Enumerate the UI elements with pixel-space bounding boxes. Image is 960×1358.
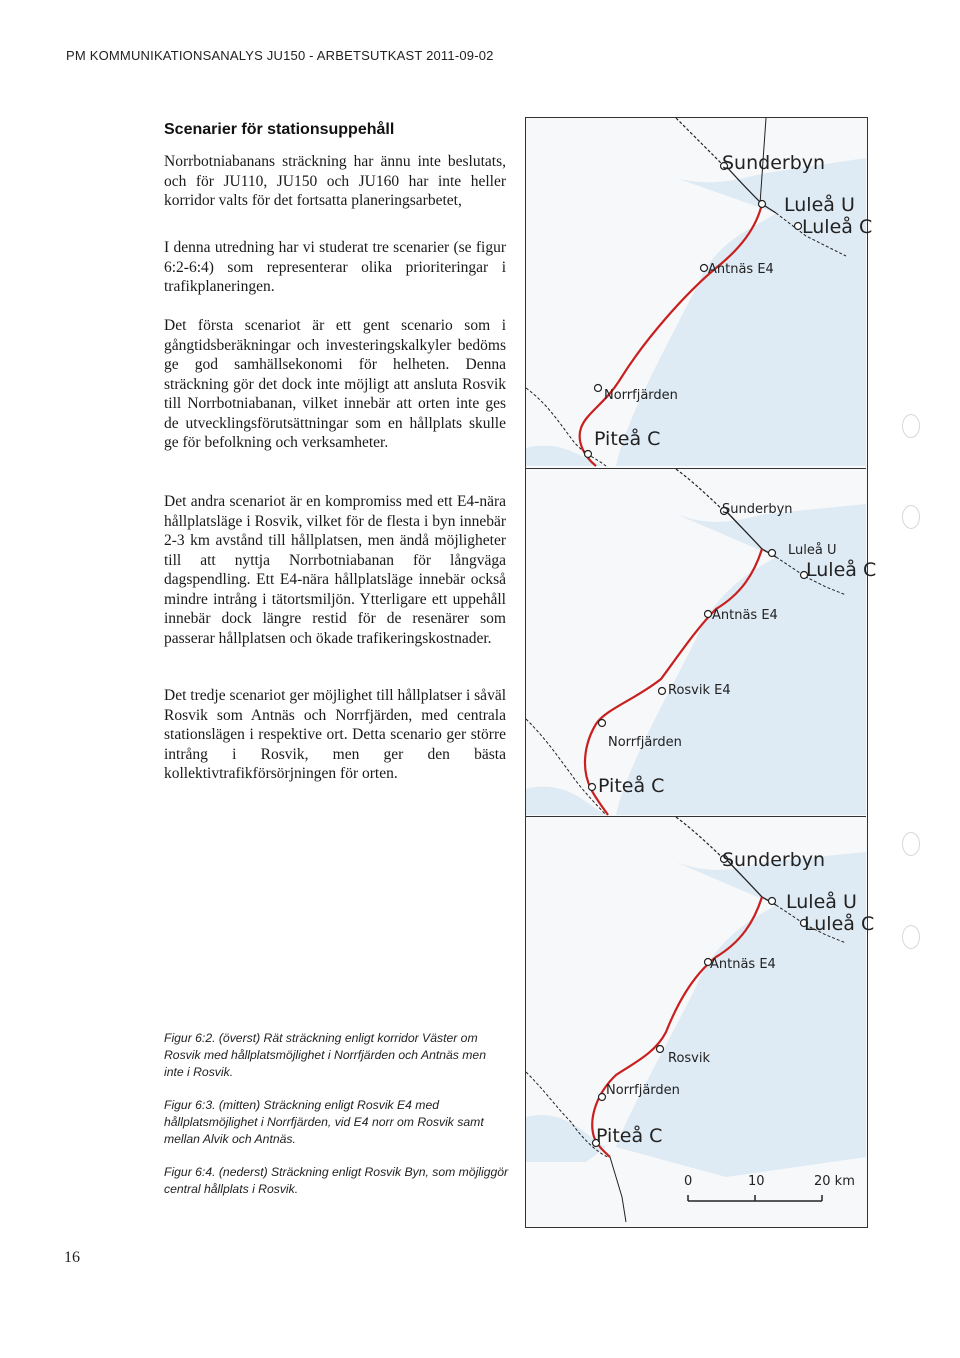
label-lulea-c: Luleå C [806,559,877,581]
route-maps-figure [525,117,877,1228]
paragraph-intro: Norrbotniabanans sträckning har ännu inte beslutats, och för JU110, JU150 och JU160 har inte heller korridor valts för det fortsatta planeringsarbetet, [164,153,506,209]
caption-figure-6-2: Figur 6:2. (överst) Rät sträckning enligt korridor Väster om Rosvik med hållplatsmöjlighet i Norrfjärden och Antnäs men inte i Rosvik. [164,1031,486,1079]
caption-figure-6-4: Figur 6:4. (nederst) Sträckning enligt Rosvik Byn, som möjliggör central hållplats i Rosvik. [164,1165,509,1196]
label-lulea-u: Luleå U [786,891,857,913]
label-lulea-c: Luleå C [802,216,873,238]
punch-hole-mark [902,832,920,856]
label-norrfjarden: Norrfjärden [608,735,682,750]
label-antnas-e4: Antnäs E4 [708,262,774,277]
scale-label-10: 10 [748,1174,765,1189]
label-sunderbyn: Sunderbyn [722,502,793,517]
punch-hole-mark [902,414,920,438]
label-rosvik-e4: Rosvik E4 [668,683,731,698]
section-title: Scenarier för stationsuppehåll [164,121,395,138]
label-lulea-u: Luleå U [784,194,855,216]
paragraph-scenario-2: Det andra scenariot är en kompromiss med ett E4-nära hållplatsläge i Rosvik, vilket för de flesta i byn innebär 2-3 km avstånd till hållplatsen, men ändå möjligheter till att nyttja Norrbotniabanan för långväga dagspendling. Ett E4-nära hållplatsläge innebär också mindre intrång i tätortsmiljön. Ytterligare ett uppehåll innebär dock längre restid för de resenärer som passerar hållplatsen och ökade trafikeringskostnader. [164,493,506,647]
label-sunderbyn: Sunderbyn [722,849,826,871]
map-panel-2-graphic [526,469,866,815]
label-sunderbyn: Sunderbyn [722,152,826,174]
label-rosvik: Rosvik [668,1051,711,1066]
label-pitea-c: Piteå C [596,1125,663,1147]
paragraph-scenario-1: Det första scenariot är ett gent scenario som i gångtidsberäkningar och investeringskalkyler bedöms ge god samhällsekonomi för helheten. Denna sträckning gör det dock inte möjligt att ansluta Rosvik till Norrbotniabanan, vilket innebär att orten inte ges de utvecklingsförutsättningar som en hållplats skulle ge för befolkning och verksamheter. [164,317,506,451]
caption-figure-6-3: Figur 6:3. (mitten) Sträckning enligt Rosvik E4 med hållplatsmöjlighet i Norrfjärden, vid E4 norr om Rosvik samt mellan Alvik och Antnäs. [164,1098,484,1146]
label-pitea-c: Piteå C [598,775,665,797]
label-norrfjarden: Norrfjärden [604,388,678,403]
label-pitea-c: Piteå C [594,428,661,450]
punch-hole-mark [902,925,920,949]
map-panel-figure-6-4 [526,816,875,1227]
page-number: 16 [64,1249,80,1266]
label-antnas-e4: Antnäs E4 [710,957,776,972]
punch-hole-mark [902,505,920,529]
scale-label-20km: 20 km [814,1174,855,1189]
label-antnas-e4: Antnäs E4 [712,608,778,623]
paragraph-scenario-3: Det tredje scenariot ger möjlighet till hållplatser i såväl Rosvik som Antnäs och Norrfjärden, med centrala stationslägen i respektive ort. Detta scenario ger större intrång i Rosvik, men ger den bästa kollektivtrafikförsörjningen för orten. [164,687,506,782]
figure-captions [164,1030,509,1214]
map-panel-figure-6-2 [526,118,873,466]
map-panel-3-graphic [526,817,866,1227]
paragraph-scenarios: I denna utredning har vi studerat tre scenarier (se figur 6:2-6:4) som representerar olika prioriteringar i trafikplaneringen. [164,239,506,295]
map-panel-figure-6-3 [526,468,877,817]
scale-label-0: 0 [684,1174,693,1189]
label-lulea-c: Luleå C [804,913,875,935]
label-lulea-u: Luleå U [788,543,837,558]
label-norrfjarden: Norrfjärden [606,1083,680,1098]
running-header: PM KOMMUNIKATIONSANALYS JU150 - ARBETSUTKAST 2011-09-02 [66,48,494,63]
